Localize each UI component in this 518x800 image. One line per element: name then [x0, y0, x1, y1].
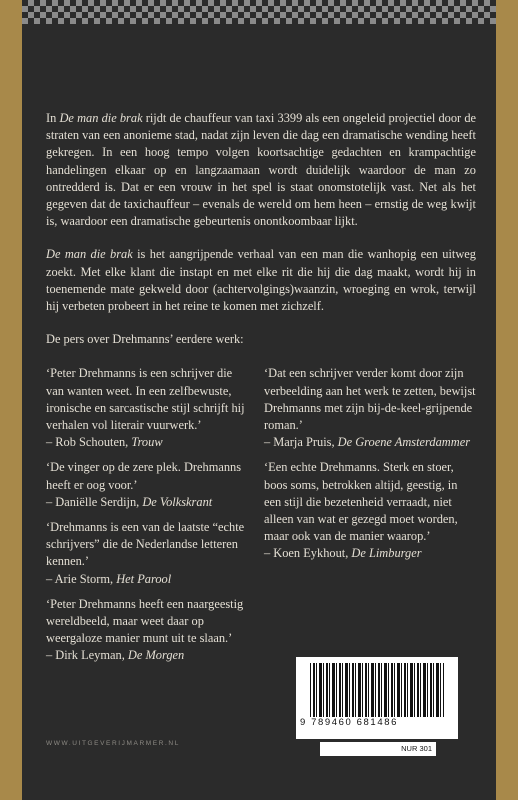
quote-text: ‘Peter Drehmanns heeft een naargeestig wereldbeeld, maar weet daar op weergaloze manier munt uit te slaan.’: [46, 596, 244, 646]
paragraph-text: rijdt de chauffeur van taxi 3399 als een ongeleid projectiel door de straten van een anonieme stad, nadat zijn leven die dag een dramatische wending heeft gekregen. In een hoog tempo volgen koortsachtige gedachten en krampachtige handelingen elkaar op en langzaamaan wordt duidelijk waardoor de man zo ontredderd is. Dat er een vrouw in het spel is staat onomstotelijk vast. Net als het gegeven dat de taxichauffeur – evenals de wereld om hem heen – ernstig de weg kwijt is, waardoor een dramatische gebeurtenis onontkoombaar lijkt.: [46, 111, 477, 229]
quote-publication: De Groene Amsterdammer: [337, 435, 471, 450]
press-quote: [46, 519, 251, 588]
quote-author: – Arie Storm,: [46, 571, 117, 586]
paragraph-text: In: [46, 111, 60, 125]
quote-publication: De Morgen: [127, 648, 185, 663]
blurb-text: [46, 110, 476, 673]
book-title: De man die brak: [46, 247, 133, 262]
nur-code: NUR 301: [320, 742, 436, 756]
quote-source: [46, 571, 251, 588]
quote-publication: De Limburger: [351, 546, 422, 561]
blurb-paragraph-2: [46, 246, 476, 315]
quote-author: – Rob Schouten,: [46, 435, 132, 450]
quote-publication: Het Parool: [116, 571, 172, 586]
press-quote: [264, 459, 476, 562]
publisher-website[interactable]: WWW.UITGEVERIJMARMER.NL: [46, 740, 180, 747]
quote-text: ‘Peter Drehmanns is een schrijver die van wanten weet. In een zelfbewuste, ironische en sarcastische stijl schrijft hij verhalen vol literair vuurwerk.’: [46, 366, 245, 433]
isbn-number: 9 789460 681486: [300, 717, 398, 728]
press-quote: [46, 459, 251, 511]
quote-text: ‘Een echte Drehmanns. Sterk en stoer, boos soms, betrokken altijd, geestig, in een stijl die bezetenheid verraadt, niet alleen van wat er gezegd moet worden, maar ook van de manier waarop.’: [264, 460, 458, 544]
quote-author: – Daniëlle Serdijn,: [46, 494, 143, 509]
quotes-column-right: [264, 365, 476, 672]
quote-author: – Marja Pruis,: [264, 435, 338, 450]
barcode-bars: [310, 663, 444, 717]
paragraph-text: is het aangrijpende verhaal van een man die wanhopig een uitweg zoekt. Met elke klant die instapt en met elke rit die hij die dag maakt, wordt hij in toenemende mate gekweld door (achtervolgings)waanzin, wroeging en wrok, terwijl hij verbeten probeert in het reine te komen met zichzelf.: [46, 247, 476, 314]
quote-source: [46, 647, 251, 664]
quote-author: – Koen Eykhout,: [264, 546, 352, 561]
press-quote: [46, 365, 251, 451]
quote-source: [46, 434, 251, 451]
quote-text: ‘De vinger op de zere plek. Drehmanns heeft er oog voor.’: [46, 460, 242, 492]
quote-text: ‘Dat een schrijver verder komt door zijn verbeelding aan het werk te zetten, bewijst Drehmanns met zijn bij-de-keel-grijpende roman.’: [264, 366, 476, 433]
book-title: De man die brak: [59, 111, 143, 125]
press-quotes: [46, 365, 476, 672]
blurb-paragraph-1: [46, 110, 476, 230]
press-heading: De pers over Drehmanns’ eerdere werk:: [46, 332, 244, 347]
checkered-border: [22, 0, 496, 24]
press-quote: [46, 596, 251, 665]
quotes-column-left: [46, 365, 251, 672]
quote-publication: De Volkskrant: [142, 494, 213, 509]
quote-source: [264, 545, 476, 562]
quote-source: [46, 494, 251, 511]
quote-publication: Trouw: [131, 435, 163, 450]
press-quote: [264, 365, 476, 451]
quote-source: [264, 434, 476, 451]
quote-author: – Dirk Leyman,: [46, 648, 128, 663]
quote-text: ‘Drehmanns is een van de laatste “echte schrijvers” die de Nederlandse letteren kennen.’: [46, 520, 245, 569]
isbn-barcode: [296, 657, 458, 739]
